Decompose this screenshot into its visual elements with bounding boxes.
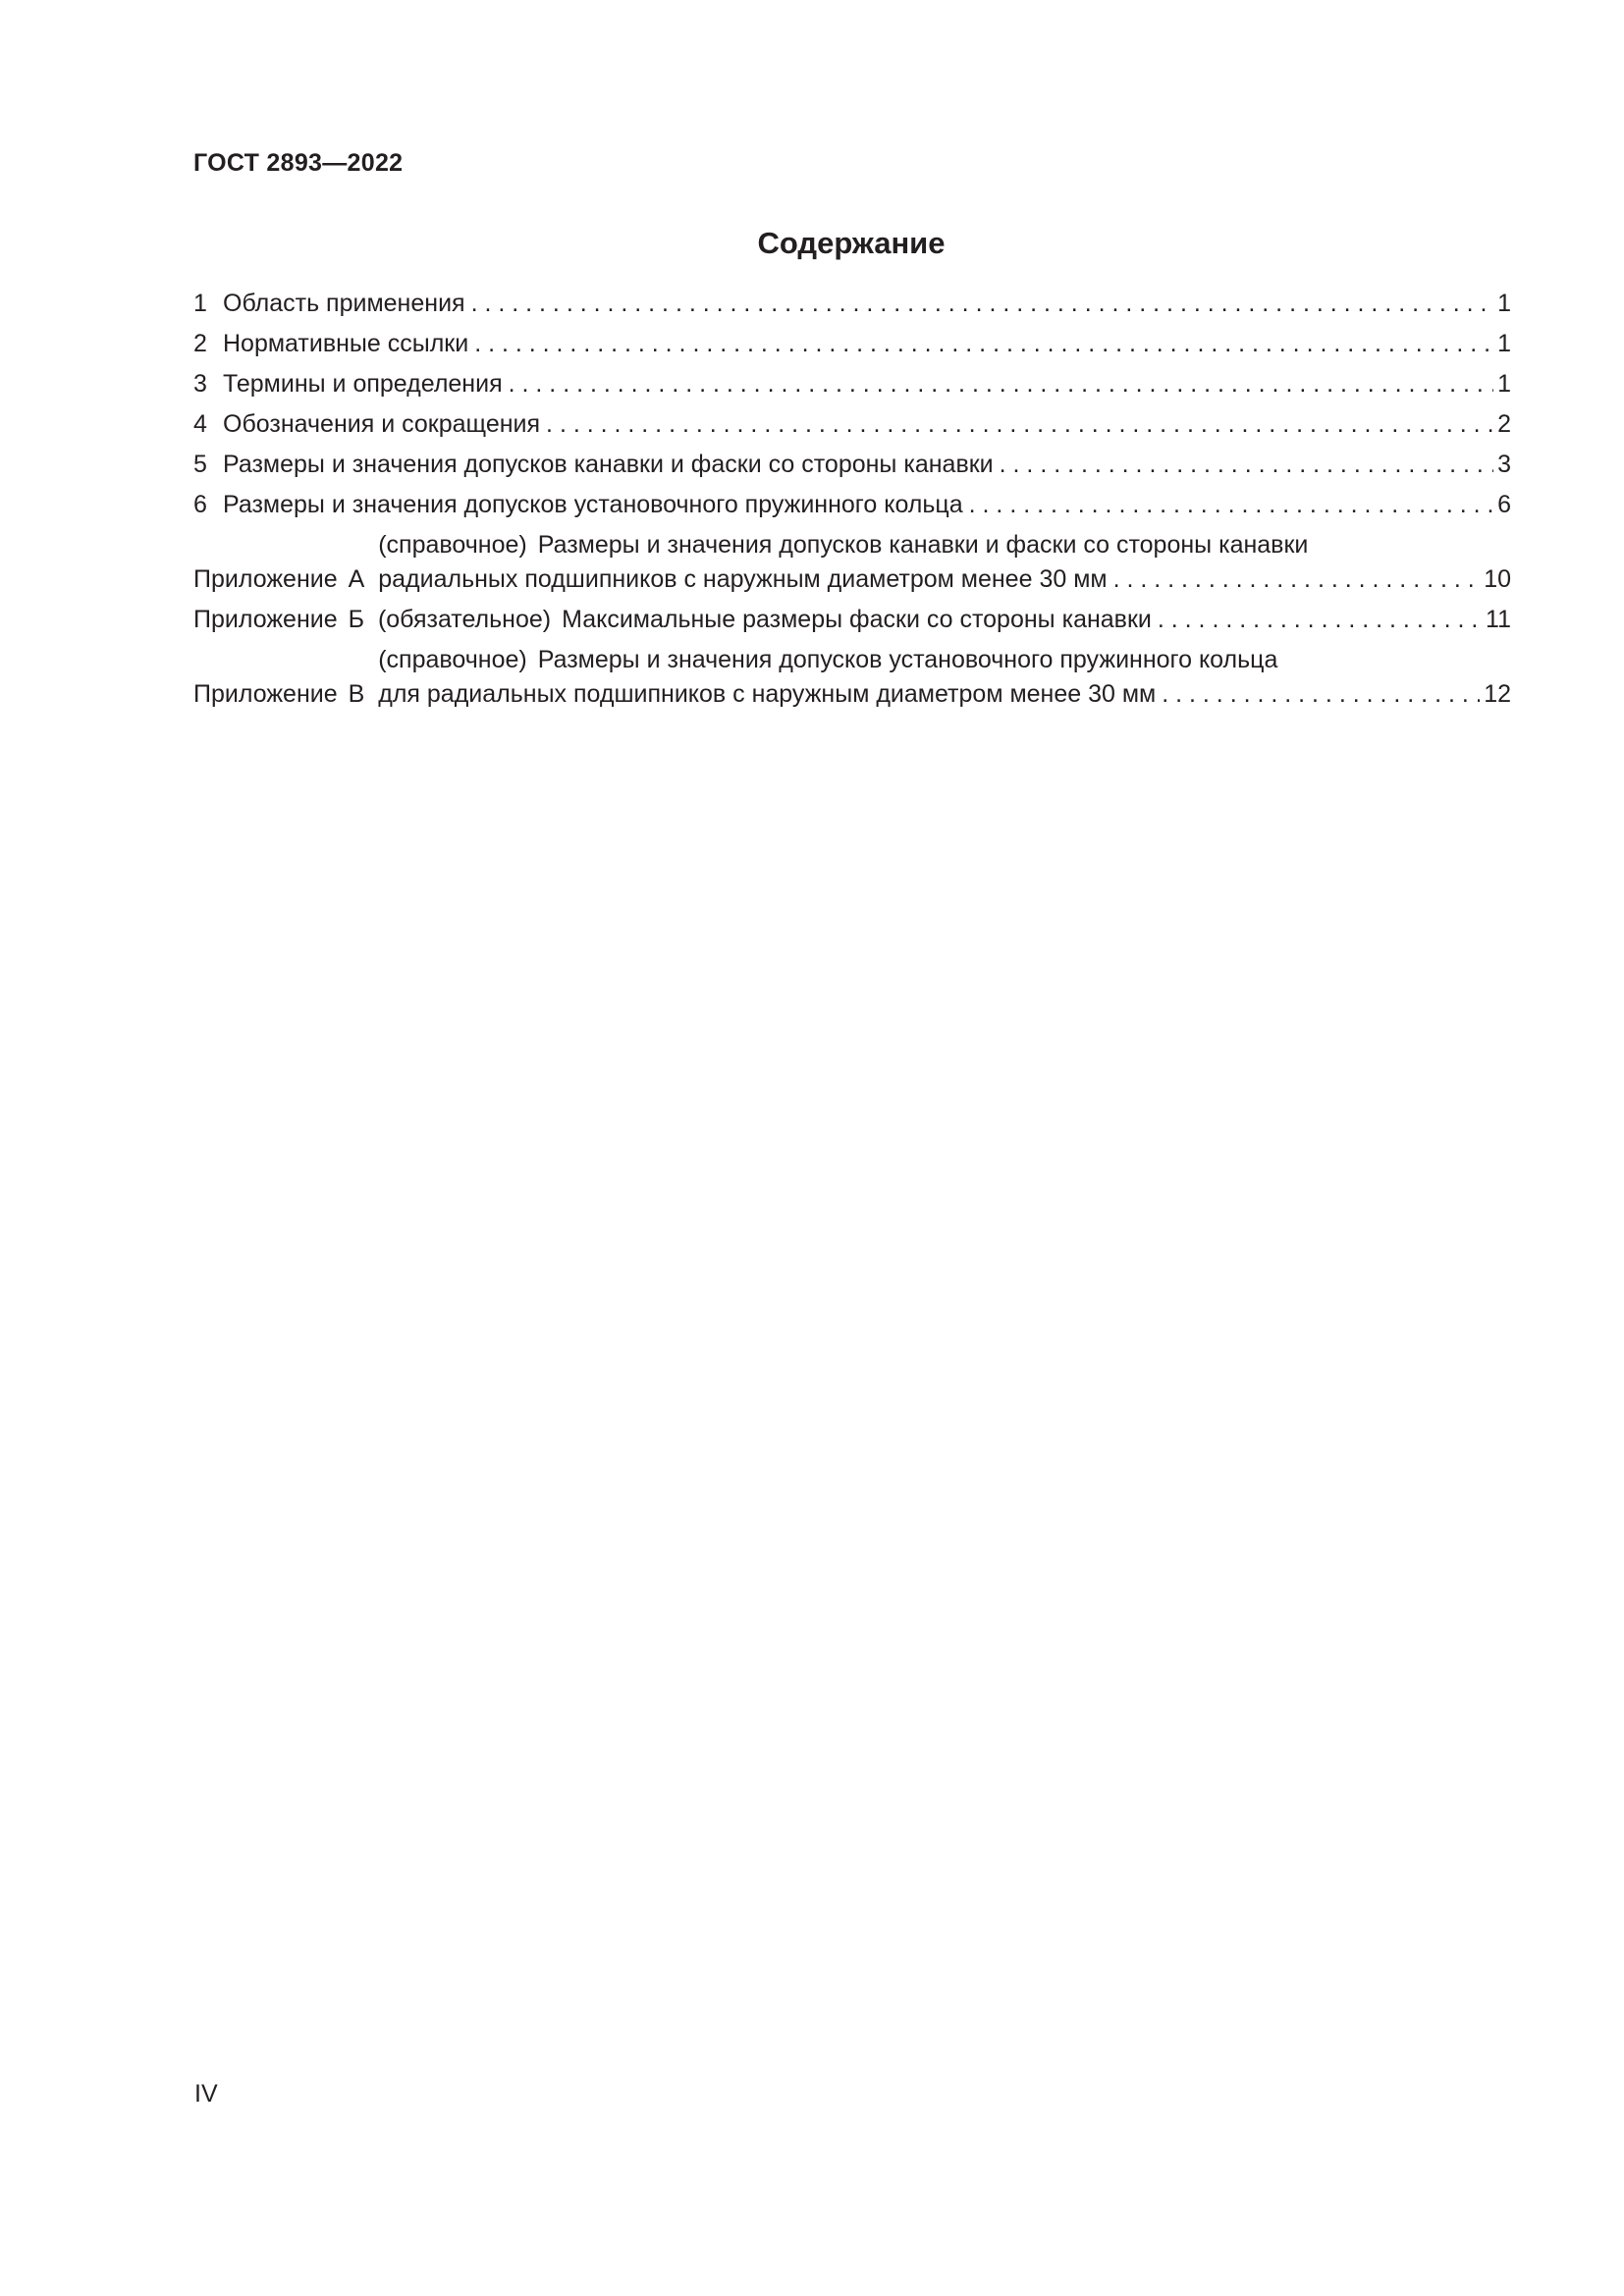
toc-entry-1[interactable] bbox=[193, 287, 1511, 321]
toc-entry-4[interactable] bbox=[193, 407, 1511, 442]
toc-entry-number: 1 bbox=[193, 290, 207, 317]
toc-entry-2[interactable] bbox=[193, 327, 1511, 361]
appendix-title-line-1: Размеры и значения допусков канавки и фаски со стороны канавки bbox=[537, 531, 1309, 559]
toc-entry-number: 5 bbox=[193, 451, 207, 478]
toc-appendix-v[interactable] bbox=[193, 643, 1511, 712]
table-of-contents bbox=[193, 287, 1511, 718]
appendix-title-line-1: Размеры и значения допусков установочного пружинного кольца bbox=[537, 646, 1278, 673]
page-number: IV bbox=[194, 2080, 218, 2108]
appendix-first-line bbox=[378, 643, 1511, 677]
toc-leader-dots bbox=[1113, 562, 1481, 597]
toc-leader-dots bbox=[1158, 603, 1482, 637]
toc-leader-dots bbox=[969, 488, 1493, 522]
toc-appendix-a[interactable] bbox=[193, 528, 1511, 597]
toc-entry-number: 3 bbox=[193, 370, 207, 398]
toc-entry-title: Нормативные ссылки bbox=[223, 330, 469, 357]
toc-entry-title: Размеры и значения допусков канавки и фаски со стороны канавки bbox=[223, 451, 994, 478]
toc-entry-3[interactable] bbox=[193, 367, 1511, 401]
toc-entry-title: Область применения bbox=[223, 290, 465, 317]
toc-leader-dots bbox=[474, 327, 1493, 361]
appendix-label: Приложение В bbox=[193, 677, 378, 712]
toc-entry-page: 1 bbox=[1497, 370, 1511, 398]
appendix-letter: Б bbox=[348, 606, 365, 633]
appendix-status: (справочное) bbox=[378, 646, 527, 673]
toc-entry-page: 11 bbox=[1486, 606, 1511, 633]
toc-entry-title: Термины и определения bbox=[223, 370, 503, 398]
appendix-letter: А bbox=[348, 565, 365, 593]
appendix-label: Приложение А bbox=[193, 562, 378, 597]
toc-entry-5[interactable] bbox=[193, 448, 1511, 482]
document-code-header: ГОСТ 2893—2022 bbox=[193, 149, 404, 177]
toc-entry-number: 2 bbox=[193, 330, 207, 357]
appendix-status: (справочное) bbox=[378, 531, 527, 559]
appendix-title-line-2: для радиальных подшипников с наружным диаметром менее 30 мм bbox=[378, 680, 1157, 708]
appendix-first-line bbox=[378, 528, 1511, 562]
toc-entry-page: 2 bbox=[1497, 410, 1511, 438]
toc-entry-title: Обозначения и сокращения bbox=[223, 410, 541, 438]
toc-entry-page: 12 bbox=[1484, 680, 1511, 708]
toc-entry-page: 3 bbox=[1497, 451, 1511, 478]
toc-leader-dots bbox=[1000, 448, 1493, 482]
toc-entry-6[interactable] bbox=[193, 488, 1511, 522]
toc-leader-dots bbox=[546, 407, 1493, 442]
toc-title: Содержание bbox=[757, 226, 946, 260]
appendix-title-line-1: Максимальные размеры фаски со стороны канавки bbox=[562, 606, 1152, 633]
appendix-label: Приложение Б bbox=[193, 603, 378, 637]
appendix-first-line bbox=[378, 603, 1152, 637]
appendix-title-line-2: радиальных подшипников с наружным диаметром менее 30 мм bbox=[378, 565, 1108, 593]
toc-entry-title: Размеры и значения допусков установочного пружинного кольца bbox=[223, 491, 963, 518]
toc-entry-page: 6 bbox=[1497, 491, 1511, 518]
toc-entry-number: 6 bbox=[193, 491, 207, 518]
toc-entry-number: 4 bbox=[193, 410, 207, 438]
toc-leader-dots bbox=[471, 287, 1494, 321]
toc-entry-page: 1 bbox=[1497, 290, 1511, 317]
appendix-status: (обязательное) bbox=[377, 606, 552, 633]
toc-leader-dots bbox=[509, 367, 1493, 401]
toc-entry-page: 1 bbox=[1497, 330, 1511, 357]
toc-appendix-b[interactable] bbox=[193, 603, 1511, 637]
toc-entry-page: 10 bbox=[1484, 565, 1511, 593]
toc-leader-dots bbox=[1162, 677, 1480, 712]
appendix-letter: В bbox=[348, 680, 365, 708]
